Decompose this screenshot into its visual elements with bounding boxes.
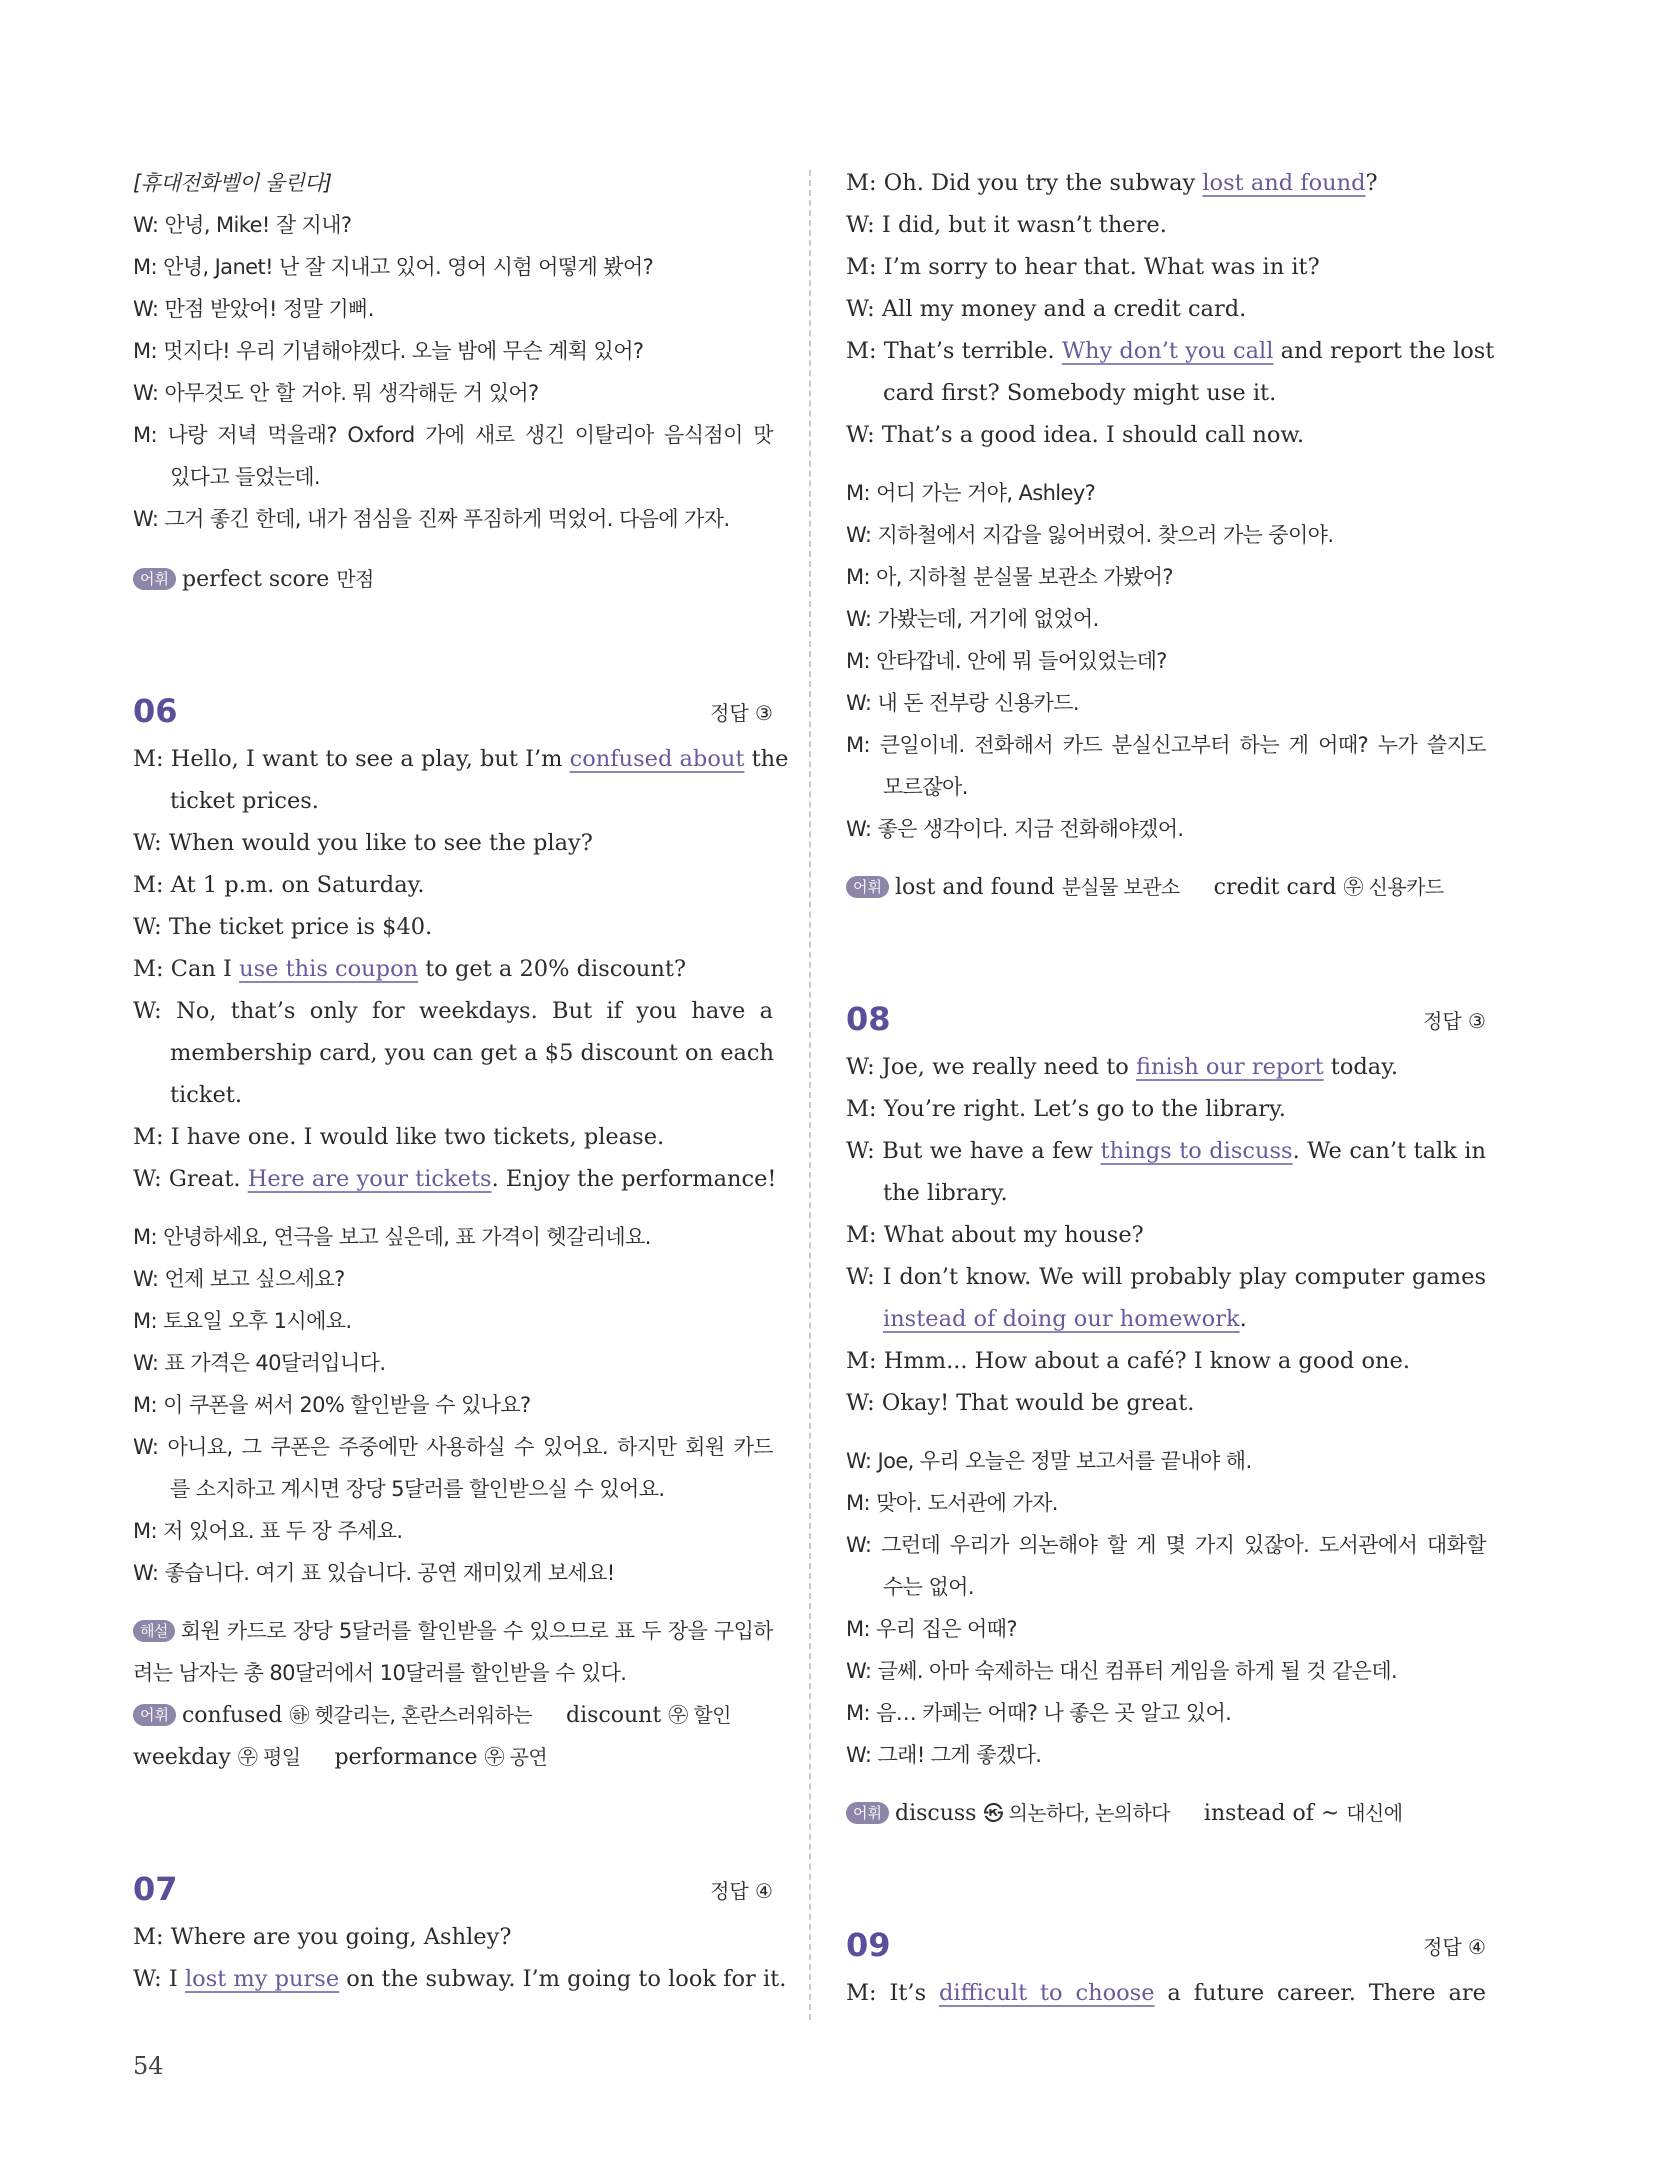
transcript-text: ticket prices. (170, 788, 319, 814)
left-column (133, 162, 789, 2000)
transcript-line: W: 아무것도 안 할 거야. 뭐 생각해둔 거 있어? (133, 381, 539, 405)
transcript-line: M: 아, 지하철 분실물 보관소 가봤어? (846, 565, 1173, 589)
transcript-text: W: When would you like to see the play? (133, 830, 593, 856)
transcript-line (133, 864, 773, 906)
transcript-line: W: Joe, 우리 오늘은 정말 보고서를 끝내야 해. (846, 1449, 1252, 1473)
transcript-text: W: Okay! That would be great. (846, 1390, 1195, 1416)
transcript-line (846, 246, 1486, 288)
transcript-line (846, 204, 1486, 246)
transcript-line: W: 언제 보고 싶으세요? (133, 1267, 345, 1291)
transcript-line (846, 1298, 1486, 1340)
transcript-text: on the subway. I’m going to look for it. (339, 1966, 787, 1992)
transcript-text: . Enjoy the performance! (491, 1166, 777, 1192)
transcript-line (846, 288, 1486, 330)
vocab-ko: ㉾ 할인 (668, 1703, 731, 1727)
transcript-line (133, 1032, 773, 1074)
transcript-line (133, 1074, 773, 1116)
transcript-text: W: I don’t know. We will probably play computer games (846, 1264, 1486, 1290)
transcript-text: card first? Somebody might use it. (883, 380, 1277, 406)
dictation-blank: difficult to choose (939, 1980, 1155, 2006)
explanation-badge: 해설 (133, 1620, 175, 1642)
q08-english-transcript (846, 1046, 1486, 1424)
q06-explanation-line2: 려는 남자는 총 80달러에서 10달러를 할인받을 수 있다. (133, 1661, 627, 1685)
transcript-line: W: 표 가격은 40달러입니다. (133, 1351, 386, 1375)
answer-label: 정답 ③ (710, 700, 773, 725)
transcript-text: . We can’t talk in (1292, 1138, 1486, 1164)
right-column (846, 162, 1495, 2014)
transcript-line: 수는 없어. (883, 1575, 974, 1599)
transcript-line (133, 906, 773, 948)
answer-label: 정답 ④ (1423, 1934, 1486, 1959)
transcript-text: today. (1323, 1054, 1399, 1080)
transcript-line: M: 음… 카페는 어때? 나 좋은 곳 알고 있어. (846, 1701, 1232, 1725)
transcript-text: membership card, you can get a $5 discount on each (170, 1040, 775, 1066)
transcript-line: W: 그런데 우리가 의논해야 할 게 몇 가지 있잖아. 도서관에서 대화할 (846, 1533, 1486, 1557)
transcript-text: M: I’m sorry to hear that. What was in it? (846, 254, 1320, 280)
transcript-line: W: 내 돈 전부랑 신용카드. (846, 691, 1079, 715)
transcript-text: M: Oh. Did you try the subway (846, 170, 1203, 196)
transcript-line (846, 414, 1486, 456)
dictation-blank: instead of doing our homework (883, 1306, 1240, 1332)
transcript-line (133, 948, 773, 990)
dictation-blank: finish our report (1135, 1054, 1324, 1080)
transcript-line (133, 822, 773, 864)
vocab-en: lost and found (894, 875, 1055, 900)
vocab-en: discount (566, 1703, 662, 1728)
vocab-badge: 어휘 (846, 876, 889, 898)
transcript-text: M: Hmm... How about a café? I know a good one. (846, 1348, 1410, 1374)
transcript-line (846, 1382, 1486, 1424)
transcript-line: M: 나랑 저녁 먹을래? Oxford 가에 새로 생긴 이탈리아 음식점이 맛 (133, 423, 773, 447)
transcript-line (133, 1958, 787, 2000)
q06-vocab-line1 (133, 1694, 773, 1736)
vocab-ko: ㉾ 공연 (484, 1745, 548, 1769)
transcript-line: M: 맞아. 도서관에 가자. (846, 1491, 1058, 1515)
transcript-text: W: I did, but it wasn’t there. (846, 212, 1167, 238)
transcript-text: the library. (883, 1180, 1008, 1206)
vocab-ko: 만점 (336, 567, 374, 591)
transcript-line: W: 좋은 생각이다. 지금 전화해야겠어. (846, 817, 1184, 841)
dictation-blank: Why don’t you call (1061, 338, 1274, 364)
q07-korean-transcript (846, 472, 1486, 850)
vocab-badge: 어휘 (133, 1704, 176, 1726)
transcript-text: M: Hello, I want to see a play, but I’m (133, 746, 570, 772)
answer-label: 정답 ③ (1423, 1008, 1486, 1033)
transcript-text: to get a 20% discount? (418, 956, 687, 982)
transcript-line (846, 162, 1486, 204)
transcript-line: W: 좋습니다. 여기 표 있습니다. 공연 재미있게 보세요! (133, 1561, 615, 1585)
vocab-ko: ㉿ 의논하다, 논의하다 (983, 1801, 1170, 1825)
vocab-ko: 분실물 보관소 (1061, 875, 1180, 899)
transcript-line: [휴대전화벨이 울린다] (133, 171, 332, 195)
transcript-line: W: 지하철에서 지갑을 잃어버렸어. 찾으러 가는 중이야. (846, 523, 1334, 547)
q06-english-transcript (133, 738, 789, 1200)
transcript-line (133, 1116, 773, 1158)
vocab-ko: ㉾ 신용카드 (1343, 875, 1444, 899)
transcript-line: 모르잖아. (883, 775, 968, 799)
transcript-text: M: You’re right. Let’s go to the library. (846, 1096, 1286, 1122)
transcript-line: W: 아니요, 그 쿠폰은 주중에만 사용하실 수 있어요. 하지만 회원 카드 (133, 1435, 773, 1459)
answer-label: 정답 ④ (710, 1878, 773, 1903)
transcript-line: W: 안녕, Mike! 잘 지내? (133, 213, 352, 237)
transcript-line (846, 1130, 1486, 1172)
transcript-text: the (744, 746, 789, 772)
transcript-line: 있다고 들었는데. (170, 465, 320, 489)
vocab-en: credit card (1213, 875, 1337, 900)
column-divider (809, 170, 811, 2020)
transcript-text: W: That’s a good idea. I should call now. (846, 422, 1305, 448)
transcript-text: W: All my money and a credit card. (846, 296, 1247, 322)
transcript-line (846, 1046, 1486, 1088)
transcript-line (846, 330, 1495, 372)
transcript-line: M: 저 있어요. 표 두 장 주세요. (133, 1519, 403, 1543)
q06-vocab-line2 (133, 1736, 773, 1778)
q05-vocab (133, 558, 773, 600)
transcript-line (133, 738, 789, 780)
transcript-line (846, 1256, 1486, 1298)
transcript-text: W: No, that’s only for weekdays. But if you have a (133, 998, 773, 1024)
transcript-text: W: Great. (133, 1166, 248, 1192)
vocab-en: confused (181, 1703, 283, 1728)
dictation-blank: lost and found (1202, 170, 1366, 196)
transcript-text: W: I (133, 1966, 185, 1992)
dictation-blank: things to discuss (1100, 1138, 1293, 1164)
page-number: 54 (133, 2052, 164, 2080)
explanation-text: 회원 카드로 장당 5달러를 할인받을 수 있으므로 표 두 장을 구입하 (180, 1619, 773, 1643)
transcript-line: W: 만점 받았어! 정말 기뻐. (133, 297, 374, 321)
transcript-text: M: I have one. I would like two tickets, please. (133, 1124, 665, 1150)
transcript-line (846, 1340, 1486, 1382)
q08-vocab (846, 1792, 1486, 1834)
transcript-line: M: 안타깝네. 안에 뭐 들어있었는데? (846, 649, 1167, 673)
q08-korean-transcript (846, 1440, 1486, 1776)
transcript-line: W: 글쎄. 아마 숙제하는 대신 컴퓨터 게임을 하게 될 것 같은데. (846, 1659, 1398, 1683)
transcript-line: M: 어디 가는 거야, Ashley? (846, 481, 1096, 505)
dictation-blank: Here are your tickets (247, 1166, 492, 1192)
transcript-line: W: 그거 좋긴 한데, 내가 점심을 진짜 푸짐하게 먹었어. 다음에 가자. (133, 507, 730, 531)
q05-korean-transcript (133, 162, 773, 540)
q08-header (846, 992, 1486, 1046)
q07-header (133, 1862, 773, 1916)
vocab-en: performance (334, 1745, 478, 1770)
transcript-line: 를 소지하고 계시면 장당 5달러를 할인받으실 수 있어요. (170, 1477, 665, 1501)
transcript-line (846, 1972, 1486, 2014)
dictation-blank: lost my purse (184, 1966, 340, 1992)
transcript-text: and report the lost (1273, 338, 1495, 364)
q09-english-transcript (846, 1972, 1486, 2014)
transcript-text: . (1239, 1306, 1247, 1332)
vocab-ko: ㉻ 헷갈리는, 혼란스러워하는 (289, 1703, 533, 1727)
q07-vocab (846, 866, 1486, 908)
transcript-line: M: 안녕하세요, 연극을 보고 싶은데, 표 가격이 헷갈리네요. (133, 1225, 651, 1249)
transcript-line (133, 1158, 777, 1200)
question-number: 07 (133, 1870, 178, 1908)
transcript-line (133, 990, 773, 1032)
transcript-text: ? (1365, 170, 1378, 196)
transcript-line: M: 큰일이네. 전화해서 카드 분실신고부터 하는 게 어때? 누가 쓸지도 (846, 733, 1486, 757)
transcript-text: W: The ticket price is $40. (133, 914, 433, 940)
transcript-line (846, 372, 1486, 414)
transcript-line: W: 가봤는데, 거기에 없었어. (846, 607, 1099, 631)
transcript-line: M: 멋지다! 우리 기념해야겠다. 오늘 밤에 무슨 계획 있어? (133, 339, 644, 363)
question-number: 06 (133, 692, 178, 730)
vocab-ko: 대신에 (1346, 1801, 1403, 1825)
q06-korean-transcript (133, 1216, 773, 1594)
q07-english-transcript (133, 1916, 787, 2000)
vocab-ko: ㉾ 평일 (237, 1745, 301, 1769)
transcript-line (846, 1172, 1486, 1214)
q06-header (133, 684, 773, 738)
vocab-badge: 어휘 (846, 1802, 889, 1824)
dictation-blank: confused about (569, 746, 745, 772)
vocab-en: perfect score (181, 567, 330, 592)
transcript-text: a future career. There are (1154, 1980, 1486, 2006)
transcript-line (133, 780, 773, 822)
transcript-line: M: 우리 집은 어때? (846, 1617, 1017, 1641)
question-number: 08 (846, 1000, 891, 1038)
vocab-en: instead of ~ (1203, 1801, 1340, 1826)
q09-header (846, 1918, 1486, 1972)
transcript-line (133, 1916, 773, 1958)
transcript-line: W: 그래! 그게 좋겠다. (846, 1743, 1042, 1767)
transcript-line (846, 1088, 1486, 1130)
transcript-text: ticket. (170, 1082, 242, 1108)
transcript-text: M: What about my house? (846, 1222, 1144, 1248)
vocab-en: discuss (894, 1801, 977, 1826)
transcript-text: M: Where are you going, Ashley? (133, 1924, 512, 1950)
transcript-line: M: 토요일 오후 1시에요. (133, 1309, 352, 1333)
q07-english-transcript-continued (846, 162, 1495, 456)
vocab-en: weekday (133, 1745, 231, 1770)
transcript-line: M: 이 쿠폰을 써서 20% 할인받을 수 있나요? (133, 1393, 531, 1417)
question-number: 09 (846, 1926, 891, 1964)
transcript-line: M: 안녕, Janet! 난 잘 지내고 있어. 영어 시험 어떻게 봤어? (133, 255, 654, 279)
transcript-text: M: Can I (133, 956, 240, 982)
transcript-text: M: That’s terrible. (846, 338, 1062, 364)
transcript-line (846, 1214, 1486, 1256)
q06-explanation-line1 (133, 1610, 773, 1652)
dictation-blank: use this coupon (239, 956, 419, 982)
vocab-badge: 어휘 (133, 568, 176, 590)
transcript-text: M: At 1 p.m. on Saturday. (133, 872, 425, 898)
transcript-text: W: Joe, we really need to (846, 1054, 1136, 1080)
transcript-text: W: But we have a few (846, 1138, 1101, 1164)
transcript-text: M: It’s (846, 1980, 940, 2006)
